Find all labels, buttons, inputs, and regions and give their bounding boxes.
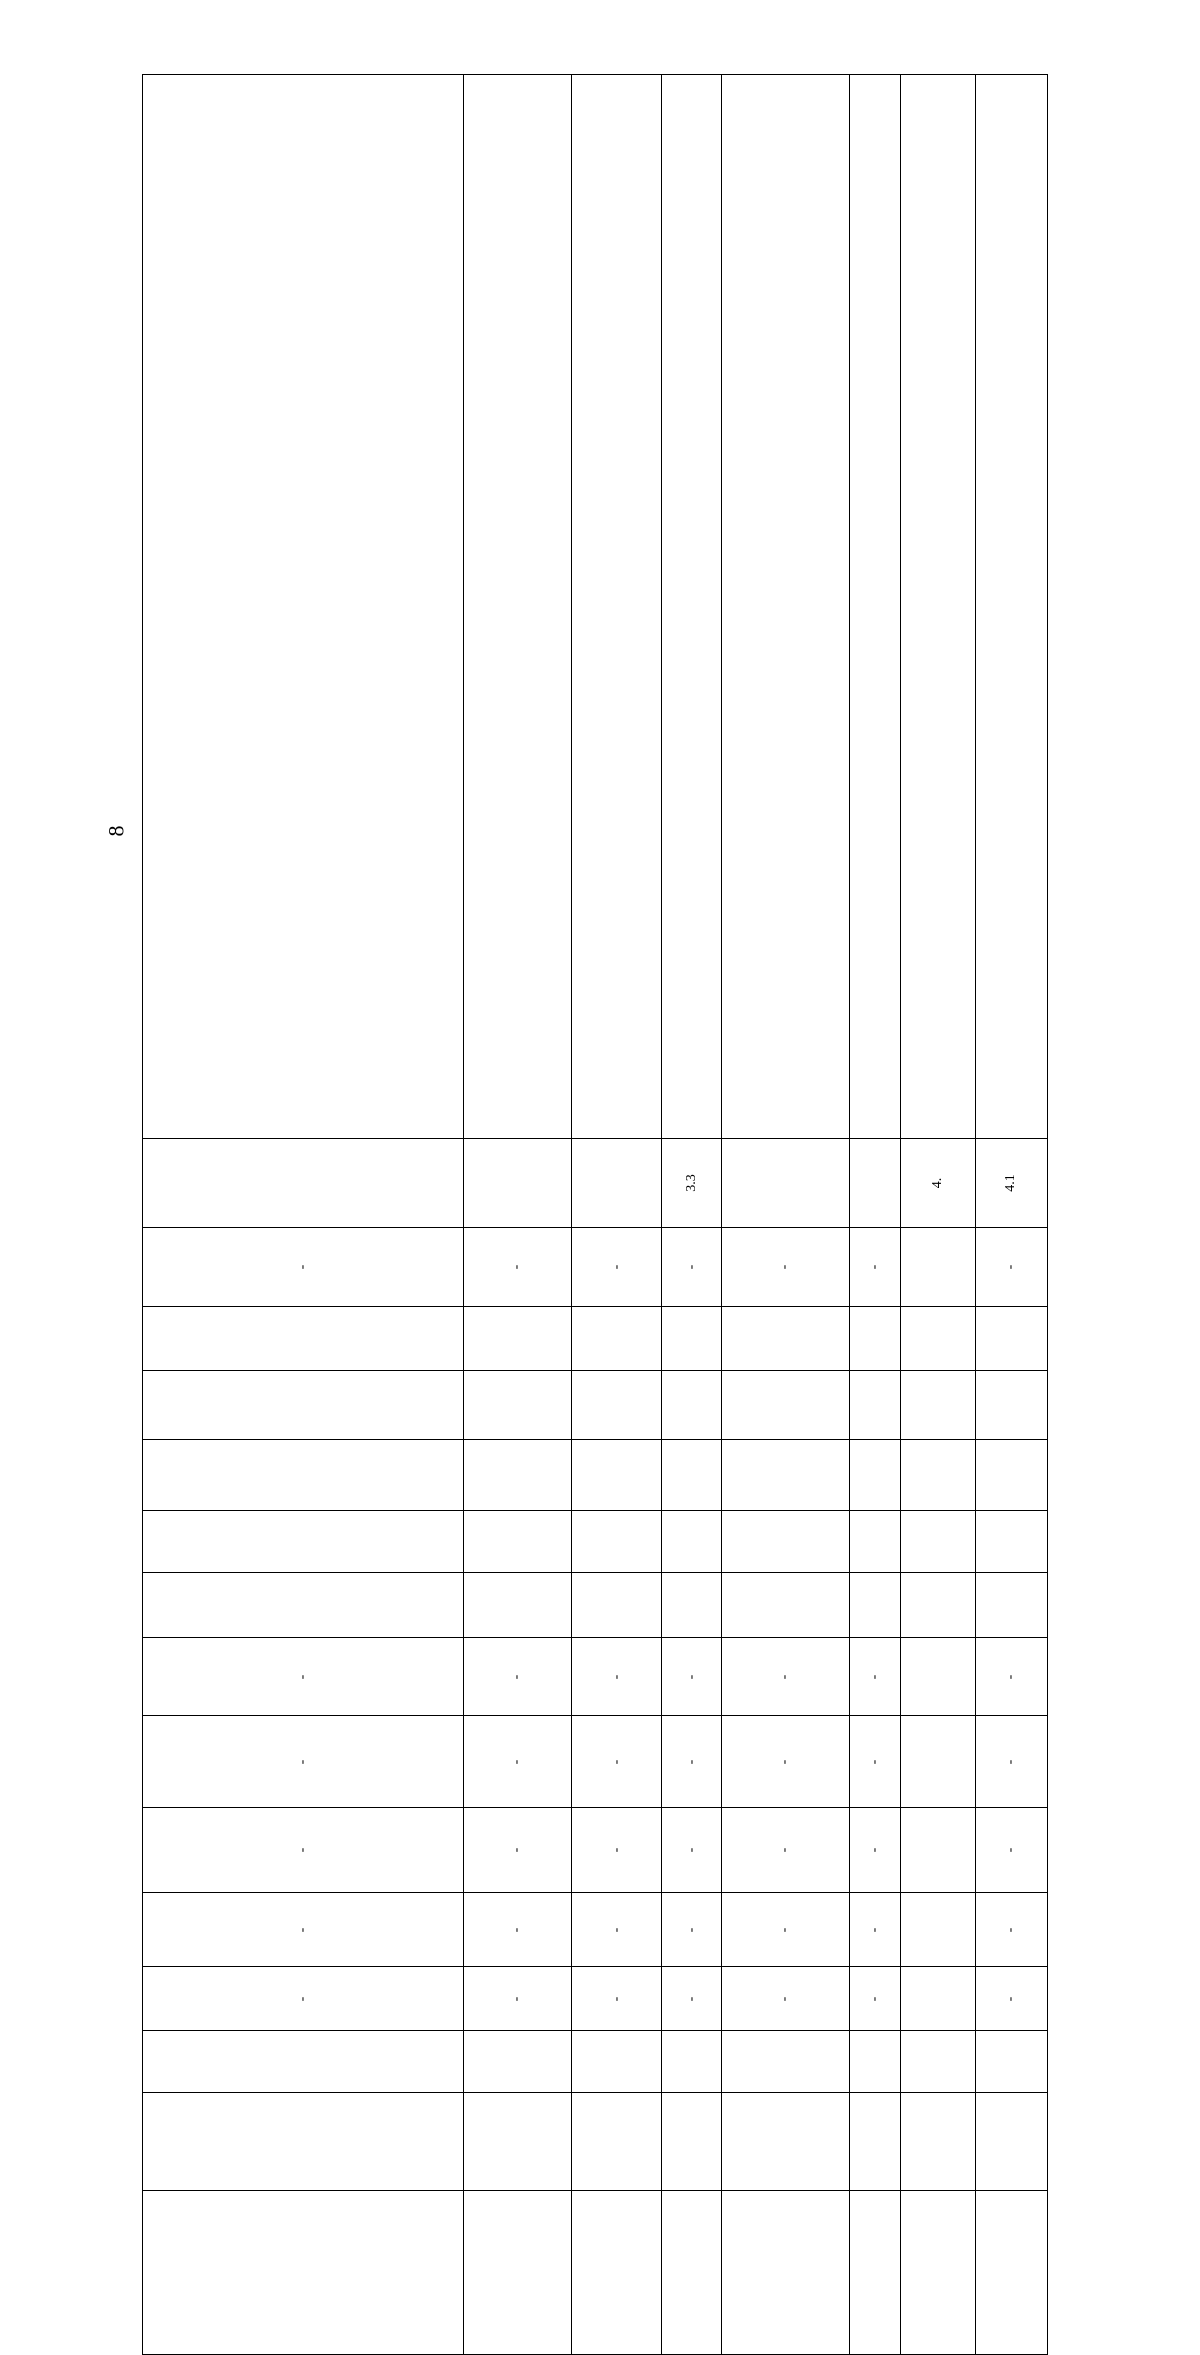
value-cell xyxy=(722,1440,850,1511)
value-cell xyxy=(722,1967,850,2031)
value-text: - xyxy=(509,1759,525,1764)
value-text: - xyxy=(1003,1996,1019,2001)
value-cell xyxy=(661,1967,721,2031)
row-number-cell xyxy=(661,1139,721,1228)
value-cell xyxy=(463,1307,572,1371)
value-cell xyxy=(901,1638,975,1716)
value-text: - xyxy=(867,1927,883,1932)
value-cell xyxy=(722,2191,850,2355)
value-text: - xyxy=(509,1264,525,1270)
value-cell xyxy=(661,1371,721,1440)
value-text: - xyxy=(294,1927,310,1932)
row-label xyxy=(722,75,849,76)
row-label xyxy=(976,75,1048,76)
value-cell xyxy=(143,1573,464,1638)
value-cell xyxy=(722,2031,850,2093)
value-cell xyxy=(901,1307,975,1371)
value-cell xyxy=(463,1638,572,1716)
value-text: - xyxy=(608,1264,624,1270)
value-cell xyxy=(849,1307,901,1371)
value-cell xyxy=(975,1440,1047,1511)
value-cell xyxy=(463,2031,572,2093)
value-cell xyxy=(849,1440,901,1511)
value-text: - xyxy=(777,1759,793,1764)
value-cell xyxy=(572,1716,662,1808)
value-text: - xyxy=(509,1847,525,1853)
value-cell xyxy=(463,1371,572,1440)
value-row-11 xyxy=(143,1967,1048,2031)
row-label xyxy=(662,75,722,76)
value-cell xyxy=(661,1307,721,1371)
value-text: - xyxy=(1003,1927,1019,1932)
value-text: - xyxy=(608,1759,624,1764)
value-text: - xyxy=(1003,1759,1019,1764)
value-cell xyxy=(661,1228,721,1307)
value-cell xyxy=(143,1440,464,1511)
value-cell xyxy=(572,1808,662,1893)
value-cell xyxy=(463,1716,572,1808)
value-cell xyxy=(849,1573,901,1638)
value-cell xyxy=(661,1893,721,1967)
value-cell xyxy=(975,1228,1047,1307)
value-cell xyxy=(143,1371,464,1440)
value-cell xyxy=(722,1228,850,1307)
value-row-5 xyxy=(143,1511,1048,1573)
value-cell xyxy=(143,1716,464,1808)
value-text: - xyxy=(777,1674,793,1679)
value-cell xyxy=(463,2093,572,2191)
value-text: - xyxy=(294,1674,310,1679)
value-cell xyxy=(463,1573,572,1638)
row-number-cell xyxy=(143,1139,464,1228)
value-cell xyxy=(975,1573,1047,1638)
value-cell xyxy=(572,2191,662,2355)
financing-table xyxy=(142,74,1048,2355)
value-cell xyxy=(901,1716,975,1808)
value-row-13 xyxy=(143,2093,1048,2191)
value-cell xyxy=(901,1440,975,1511)
value-cell xyxy=(463,1511,572,1573)
value-cell xyxy=(722,1638,850,1716)
value-cell xyxy=(463,1893,572,1967)
value-cell xyxy=(901,1808,975,1893)
value-cell xyxy=(661,2031,721,2093)
value-row-2 xyxy=(143,1307,1048,1371)
number-row xyxy=(143,1139,1048,1228)
value-cell xyxy=(722,1511,850,1573)
value-text: - xyxy=(509,1674,525,1679)
value-cell xyxy=(975,1967,1047,2031)
value-cell xyxy=(572,1511,662,1573)
value-text: - xyxy=(683,1674,699,1679)
value-cell xyxy=(143,1307,464,1371)
value-text: - xyxy=(683,1759,699,1764)
value-text: - xyxy=(509,1927,525,1932)
value-text: - xyxy=(1003,1847,1019,1853)
financing-table-sheet xyxy=(142,74,1048,2001)
value-text: - xyxy=(509,1996,525,2001)
value-cell xyxy=(901,1511,975,1573)
value-cell xyxy=(722,1573,850,1638)
row-label-cell xyxy=(143,75,464,1139)
value-text: - xyxy=(867,1264,883,1270)
row-label xyxy=(143,75,463,76)
value-row-4 xyxy=(143,1440,1048,1511)
value-text: - xyxy=(683,1927,699,1932)
row-label-cell xyxy=(901,75,975,1139)
value-row-8 xyxy=(143,1716,1048,1808)
row-number-cell xyxy=(722,1139,850,1228)
value-cell xyxy=(661,1511,721,1573)
value-text: - xyxy=(777,1847,793,1853)
value-cell xyxy=(143,2031,464,2093)
row-label xyxy=(572,75,661,76)
row-number-cell xyxy=(572,1139,662,1228)
row-label-cell xyxy=(572,75,662,1139)
value-row-7 xyxy=(143,1638,1048,1716)
value-cell xyxy=(975,1808,1047,1893)
value-cell xyxy=(901,2093,975,2191)
value-cell xyxy=(975,2031,1047,2093)
value-cell xyxy=(722,2093,850,2191)
row-label xyxy=(901,75,975,76)
value-cell xyxy=(901,1371,975,1440)
value-cell xyxy=(849,2191,901,2355)
row-number-cell xyxy=(975,1139,1047,1228)
row-number: 3.3 xyxy=(683,1174,699,1192)
value-cell xyxy=(849,2093,901,2191)
value-cell xyxy=(463,1808,572,1893)
value-row-6 xyxy=(143,1573,1048,1638)
value-cell xyxy=(975,1638,1047,1716)
value-text: - xyxy=(867,1674,883,1679)
value-cell xyxy=(661,1440,721,1511)
value-cell xyxy=(463,1440,572,1511)
value-row-12 xyxy=(143,2031,1048,2093)
value-cell xyxy=(463,2191,572,2355)
value-text: - xyxy=(867,1847,883,1853)
value-cell xyxy=(975,1716,1047,1808)
row-label-cell xyxy=(463,75,572,1139)
value-cell xyxy=(849,1808,901,1893)
value-cell xyxy=(901,2031,975,2093)
value-cell xyxy=(901,2191,975,2355)
value-cell xyxy=(143,1511,464,1573)
value-cell xyxy=(143,2093,464,2191)
value-cell xyxy=(143,1893,464,1967)
value-cell xyxy=(572,1638,662,1716)
value-cell xyxy=(572,2093,662,2191)
value-text: - xyxy=(683,1264,699,1270)
value-cell xyxy=(849,1716,901,1808)
value-row-9 xyxy=(143,1808,1048,1893)
value-cell xyxy=(143,1638,464,1716)
value-cell xyxy=(661,1808,721,1893)
value-cell xyxy=(975,1307,1047,1371)
value-cell xyxy=(572,1967,662,2031)
value-cell xyxy=(572,1307,662,1371)
value-text: - xyxy=(294,1847,310,1853)
value-cell xyxy=(661,1573,721,1638)
row-number-cell xyxy=(463,1139,572,1228)
row-number: 4.1 xyxy=(1003,1174,1019,1192)
value-text: - xyxy=(1003,1264,1019,1270)
value-cell xyxy=(572,2031,662,2093)
value-text: - xyxy=(867,1996,883,2001)
value-row-14 xyxy=(143,2191,1048,2355)
value-text: - xyxy=(777,1927,793,1932)
value-cell xyxy=(572,1440,662,1511)
value-text: - xyxy=(294,1996,310,2001)
value-cell xyxy=(975,1893,1047,1967)
value-cell xyxy=(143,1808,464,1893)
value-cell xyxy=(849,1228,901,1307)
value-cell xyxy=(572,1371,662,1440)
value-text: - xyxy=(867,1759,883,1764)
value-text: - xyxy=(1003,1674,1019,1679)
row-label-cell xyxy=(661,75,721,1139)
value-cell xyxy=(143,1967,464,2031)
value-cell xyxy=(901,1228,975,1307)
value-cell xyxy=(661,2093,721,2191)
page-number xyxy=(103,818,129,844)
row-label-cell xyxy=(722,75,850,1139)
value-text: - xyxy=(683,1847,699,1853)
row-label xyxy=(464,75,572,76)
row-label-cell xyxy=(975,75,1047,1139)
value-text: - xyxy=(683,1996,699,2001)
table-body xyxy=(143,75,1048,2355)
value-cell xyxy=(722,1716,850,1808)
value-row-1 xyxy=(143,1228,1048,1307)
value-row-3 xyxy=(143,1371,1048,1440)
value-cell xyxy=(975,2093,1047,2191)
value-cell xyxy=(661,1638,721,1716)
value-text: - xyxy=(608,1847,624,1853)
value-cell xyxy=(143,2191,464,2355)
value-text: - xyxy=(608,1674,624,1679)
value-cell xyxy=(849,1893,901,1967)
value-text: - xyxy=(294,1264,310,1270)
value-text: - xyxy=(608,1927,624,1932)
value-cell xyxy=(849,2031,901,2093)
value-cell xyxy=(661,1716,721,1808)
value-text: - xyxy=(294,1759,310,1764)
value-row-10 xyxy=(143,1893,1048,1967)
value-text: - xyxy=(608,1996,624,2001)
value-cell xyxy=(572,1228,662,1307)
value-cell xyxy=(722,1307,850,1371)
value-cell xyxy=(572,1573,662,1638)
row-label xyxy=(850,75,901,76)
value-text: - xyxy=(777,1264,793,1270)
value-cell xyxy=(722,1893,850,1967)
value-cell xyxy=(849,1371,901,1440)
value-cell xyxy=(849,1511,901,1573)
value-cell xyxy=(975,1511,1047,1573)
value-cell xyxy=(901,1967,975,2031)
value-cell xyxy=(661,2191,721,2355)
value-cell xyxy=(901,1573,975,1638)
value-cell xyxy=(901,1893,975,1967)
value-cell xyxy=(722,1808,850,1893)
row-label-cell xyxy=(849,75,901,1139)
label-row xyxy=(143,75,1048,1139)
value-cell xyxy=(722,1371,850,1440)
row-number: 4. xyxy=(929,1177,945,1189)
value-cell xyxy=(849,1638,901,1716)
value-cell xyxy=(975,1371,1047,1440)
value-cell xyxy=(463,1967,572,2031)
value-cell xyxy=(572,1893,662,1967)
page-number-text: 8 xyxy=(103,825,129,837)
value-cell xyxy=(849,1967,901,2031)
value-cell xyxy=(975,2191,1047,2355)
value-cell xyxy=(143,1228,464,1307)
row-number-cell xyxy=(901,1139,975,1228)
value-text: - xyxy=(777,1996,793,2001)
value-cell xyxy=(463,1228,572,1307)
row-number-cell xyxy=(849,1139,901,1228)
